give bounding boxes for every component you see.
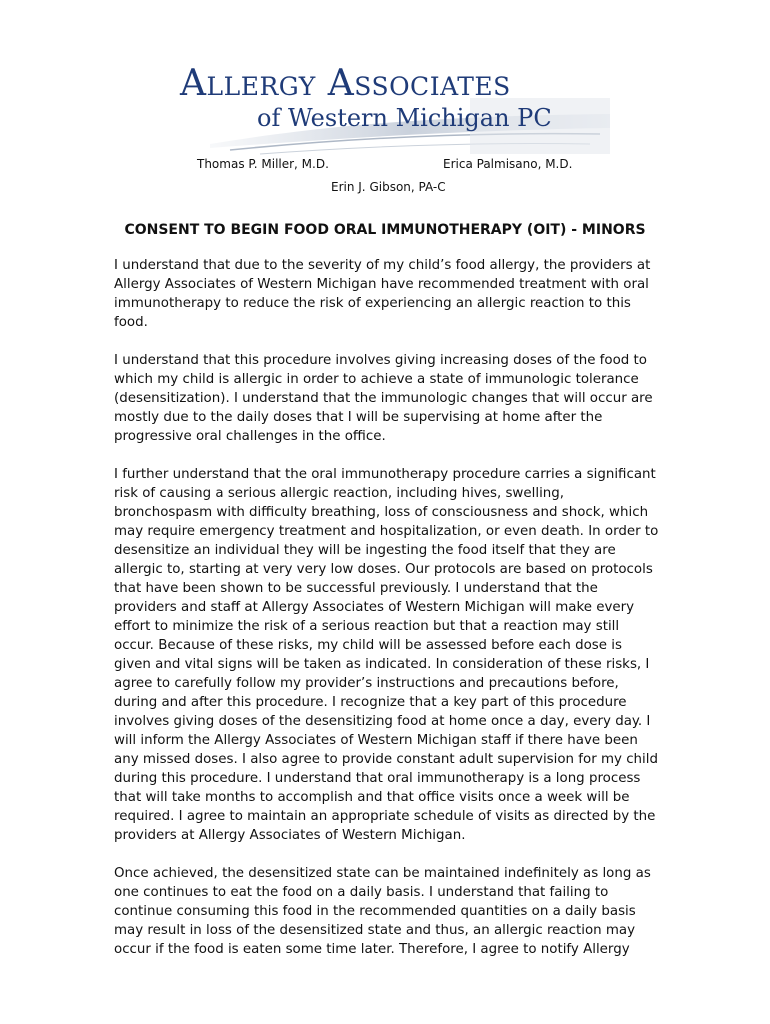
paragraph-4: Once achieved, the desensitized state can be maintained indefinitely as long as one continues to eat the food on a daily basis. I understand that failing to continue consuming this food in the recommended quantities on a daily basis may result in loss of the desensitized state and thus, an allergic reaction may occur if the food is eaten some time later. Therefore, I agree to notify Allergy (114, 866, 651, 957)
logo-title: Allergy Associates (180, 63, 511, 104)
document-body (114, 256, 662, 978)
logo-subtitle: of Western Michigan PC (257, 104, 552, 132)
paragraph-1: I understand that due to the severity of my child’s food allergy, the providers at Allergy Associates of Western Michigan have recommended treatment with oral immunotherapy to reduce the risk of experiencing an allergic reaction to this food. (114, 258, 651, 330)
paragraph-3: I further understand that the oral immunotherapy procedure carries a significant risk of causing a serious allergic reaction, including hives, swelling, bronchospasm with difficulty breathing, loss of consciousness and shock, which may require emergency treatment and hospitalization, or even death. In order to desensitize an individual they will be ingesting the food itself that they are allergic to, starting at very very low doses. Our protocols are based on protocols that have been shown to be successful previously. I understand that the providers and staff at Allergy Associates of Western Michigan will make every effort to minimize the risk of a serious reaction but that a reaction may still occur. Because of these risks, my child will be assessed before each dose is given and vital signs will be taken as indicated. In consideration of these risks, I agree to carefully follow my provider’s instructions and precautions before, during and after this procedure. I recognize that a key part of this procedure involves giving doses of the desensitizing food at home once a day, every day. I will inform the Allergy Associates of Western Michigan staff if there have been any missed doses. I also agree to provide constant adult supervision for my child during this procedure. I understand that oral immunotherapy is a long process that will take months to accomplish and that office visits once a week will be required. I agree to maintain an appropriate schedule of visits as directed by the providers at Allergy Associates of Western Michigan. (114, 467, 659, 843)
paragraph-2: I understand that this procedure involves giving increasing doses of the food to which my child is allergic in order to achieve a state of immunologic tolerance (desensitization). I understand that the immunologic changes that will occur are mostly due to the daily doses that I will be supervising at home after the progressive oral challenges in the office. (114, 353, 653, 444)
provider-name-3: Erin J. Gibson, PA-C (331, 180, 446, 194)
document-title: CONSENT TO BEGIN FOOD ORAL IMMUNOTHERAPY (OIT) - MINORS (124, 222, 646, 238)
provider-name-2: Erica Palmisano, M.D. (443, 157, 573, 171)
provider-name-1: Thomas P. Miller, M.D. (197, 157, 329, 171)
company-logo (170, 56, 610, 156)
